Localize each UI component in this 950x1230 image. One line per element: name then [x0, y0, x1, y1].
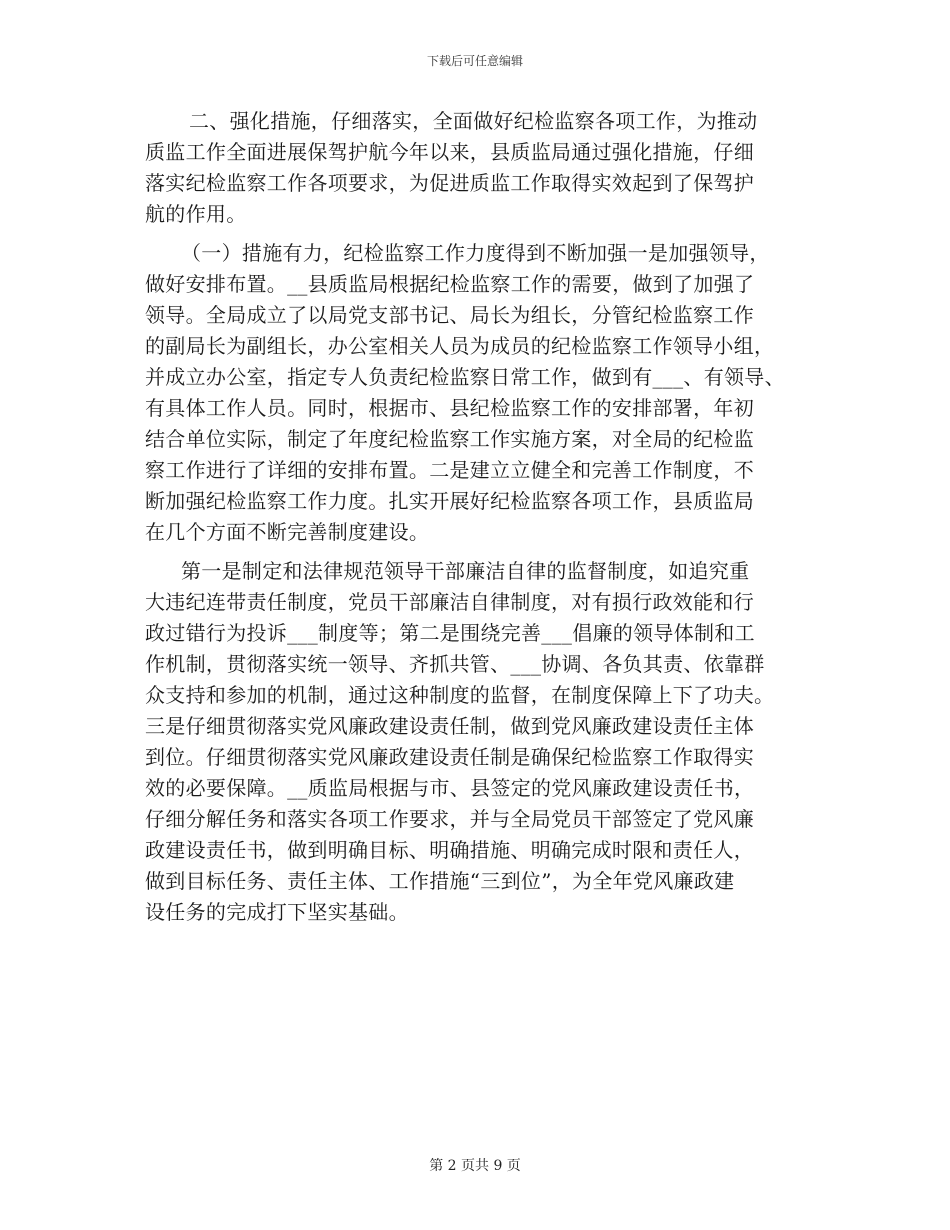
page-number: 第 2 页共 9 页	[429, 1158, 521, 1174]
text-line: 的副局长为副组长，办公室相关人员为成员的纪检监察工作领导小组，	[145, 334, 775, 358]
text-line: （一）措施有力，纪检监察工作力度得到不断加强一是加强领导，	[181, 241, 770, 265]
text-line: 效的必要保障。__质监局根据与市、县签定的党风廉政建设责任书，	[145, 776, 755, 800]
text-line: 落实纪检监察工作各项要求，为促进质监工作取得实效起到了保驾护	[145, 171, 754, 195]
text-line: 大违纪连带责任制度，党员干部廉洁自律制度，对有损行政效能和行	[145, 590, 754, 614]
paragraph-2	[145, 238, 825, 548]
text-line: 二、强化措施，仔细落实，全面做好纪检监察各项工作，为推动	[189, 109, 758, 133]
text-line: 仔细分解任务和落实各项工作要求，并与全局党员干部签定了党风廉	[145, 807, 754, 831]
text-line: 并成立办公室，指定专人负责纪检监察日常工作，做到有___、有领导、	[145, 365, 785, 389]
page-header: 下载后可任意编辑	[426, 54, 523, 68]
text-line: 政过错行为投诉___制度等；第二是围绕完善___倡廉的领导体制和工	[145, 621, 755, 645]
paragraph-1	[145, 106, 825, 230]
text-line: 第一是制定和法律规范领导干部廉洁自律的监督制度，如追究重	[181, 559, 750, 583]
paragraph-3	[145, 556, 825, 928]
text-line: 三是仔细贯彻落实党风廉政建设责任制，做到党风廉政建设责任主体	[145, 714, 754, 738]
text-line: 做好安排布置。__县质监局根据纪检监察工作的需要，做到了加强了	[145, 272, 755, 296]
text-line: 在几个方面不断完善制度建设。	[145, 520, 430, 544]
text-line: 察工作进行了详细的安排布置。二是建立立健全和完善工作制度，不	[145, 458, 754, 482]
text-line: 质监工作全面进展保驾护航今年以来，县质监局通过强化措施，仔细	[145, 140, 754, 164]
text-line: 政建设责任书，做到明确目标、明确措施、明确完成时限和责任人，	[145, 838, 754, 862]
text-line: 航的作用。	[145, 202, 247, 226]
document-body	[145, 106, 825, 936]
text-line: 领导。全局成立了以局党支部书记、局长为组长，分管纪检监察工作	[145, 303, 754, 327]
text-line: 设任务的完成打下坚实基础。	[145, 900, 409, 924]
text-line: 做到目标任务、责任主体、工作措施“三到位”，为全年党风廉政建	[145, 869, 735, 893]
text-line: 众支持和参加的机制，通过这种制度的监督，在制度保障上下了功夫。	[145, 683, 775, 707]
text-line: 到位。仔细贯彻落实党风廉政建设责任制是确保纪检监察工作取得实	[145, 745, 754, 769]
text-line: 断加强纪检监察工作力度。扎实开展好纪检监察各项工作，县质监局	[145, 489, 754, 513]
text-line: 作机制，贯彻落实统一领导、齐抓共管、___协调、各负其责、依靠群	[145, 652, 765, 676]
text-line: 有具体工作人员。同时，根据市、县纪检监察工作的安排部署，年初	[145, 396, 754, 420]
text-line: 结合单位实际，制定了年度纪检监察工作实施方案，对全局的纪检监	[145, 427, 754, 451]
